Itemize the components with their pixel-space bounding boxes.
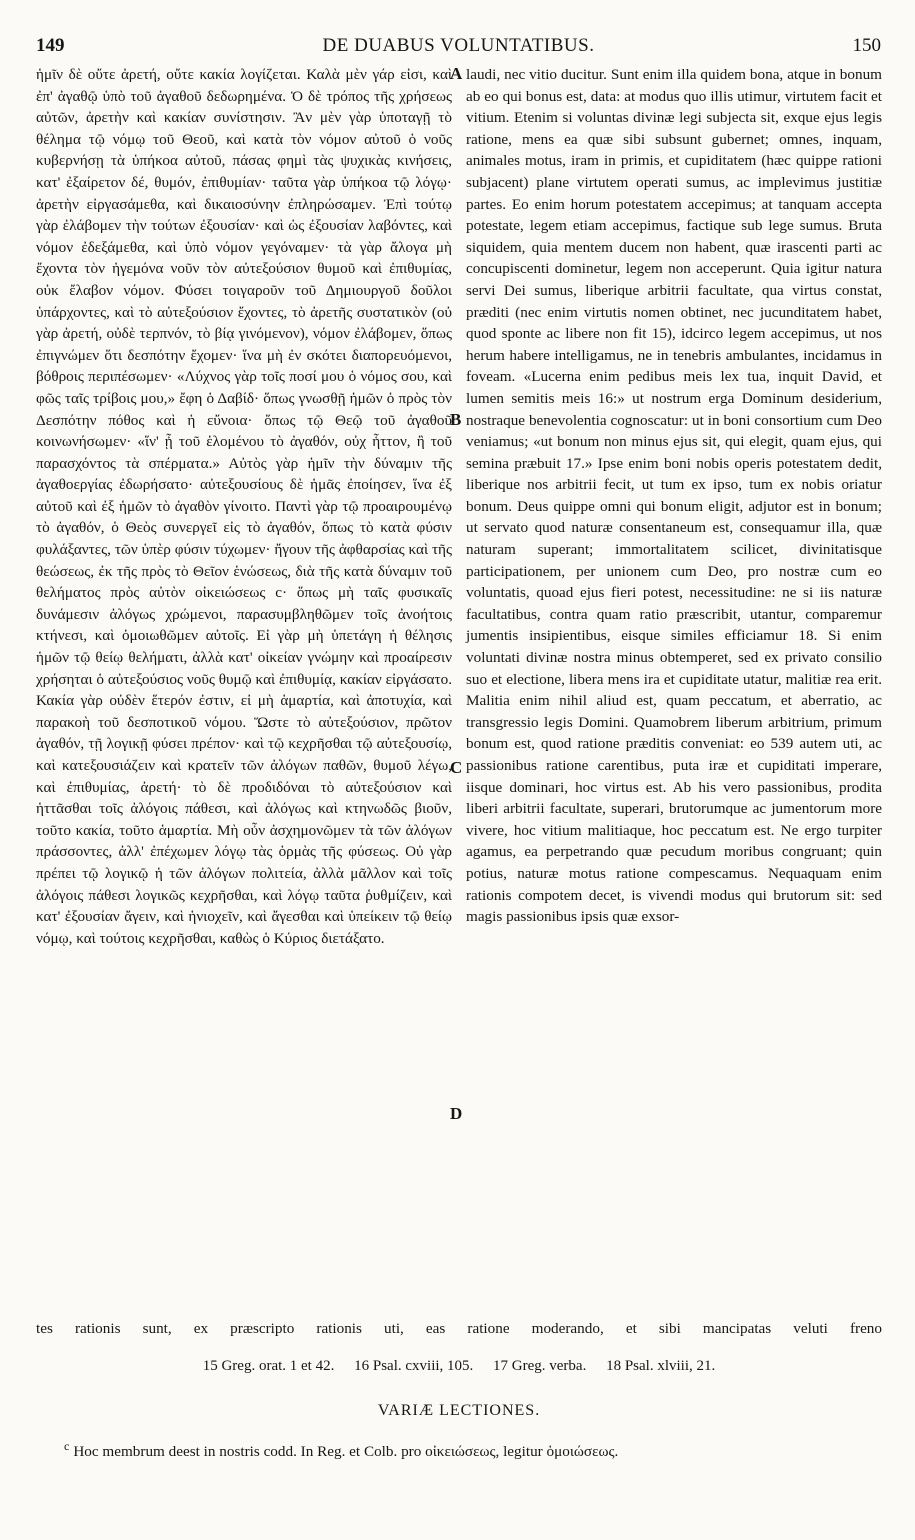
variant-label: c: [64, 1439, 70, 1453]
margin-marker-a: A: [450, 64, 463, 83]
footnote: 15 Greg. orat. 1 et 42.: [202, 1358, 335, 1374]
latin-text: laudi, nec vitio ducitur. Sunt enim illa quidem bona, atque in bonum ab eo qui bonus est, data: at modus quo illis utimur, virtutem facit et vitium. Etenim si voluntas divinæ legi subjecta sit, exque ejus legis ratione, mens ea quæ sibi subsunt gubernet; omnes, inquam, animales motus, iram in primis, et cupiditatem (hæc quippe rationi subjacent) plane virtutem operati sumus, ac implevimus justitiæ partes. Eo enim horum potestatem accepimus; at tanquam accepta potestate, legem etiam accepimus, factique sub lege sumus. Bruta siquidem, quia mentem ducem non habent, quæ irascenti parti ac concupiscenti dominetur, legem non acceperunt. Quia igitur natura servi Dei sumus, liberique arbitrii facultate, qua virtus constat, præditi (nec enim virtutis nomen obtinet, nec jucunditatem habet, quod sponte ac libere non fit 15), idcirco legem accepimus, ut nos herum habere intelligamus, ne in tenebris ambulantes, incidamus in foveam. «Lucerna enim pedibus meis lex tua, inquit David, et lumen semitis meis 16:» ut nostrum erga Dominum desiderium, nostraque benevolentia cognoscatur: ut in boni consortium cum Deo veniamus; «ut bonum non minus ejus sit, qui elegit, quam ejus, qui semina præbuit 17.» Ipse enim boni nobis operis potestatem dedit, liberique nos arbitrii fecit, ut tum ex ipso, tum ex nobis oriatur bonum. Deus quippe omni qui bonum eligit, adjutor est in bonum; ut servato quod naturæ consentaneum est, consequamur illa, quæ naturam superant; immortalitatem scilicet, divinitatisque participationem, per unionem cum Deo, pro nostræ cum eo voluntatis, quoad ejus fieri potest, necessitudine: ne si iis naturæ facultatibus, contra quam ratio præscribit, utantur, comparemur jumentis insipientibus, eisque similes efficiamur 18. Si enim voluntati divinæ nostra minus obtemperet, sed ex privato consilio suo et electione, libera mens ira et cupiditate utatur, malitiæ rea erit. Malitia enim nihil aliud est, quam peccatum, et aberratio, ac transgressio legis Domini. Quamobrem liberum arbitrium, primum bonum est, quod ratione præditis conveniat: eo 539 autem uti, ac passionibus ratione carentibus, puta iræ et cupiditati imperare, iisque dominari, hoc virtus est. Ab his vero passionibus, prodita liberi arbitrii facultate, superari, brutorumque ac jumentorum more vivere, hoc vitium malitiaque, hoc peccatum est. Ne ergo turpiter agamus, ea perpetrando quæ pecudum moribus congruant; quin potius, naturæ motus ratione compescamus. Nequaquam enim rationis compotem decet, is vivendi modus qui brutorum sit: sed magis passionibus ipsis quæ exsor-: [466, 66, 882, 926]
footnote: 17 Greg. verba.: [493, 1358, 587, 1374]
footnotes: [36, 1356, 882, 1377]
latin-column: [466, 64, 882, 928]
page-number-left: 149: [36, 35, 65, 56]
running-title: DE DUABUS VOLUNTATIBUS.: [322, 35, 595, 56]
footnote: 16 Psal. cxviii, 105.: [354, 1358, 474, 1374]
variant-text: Hoc membrum deest in nostris codd. In Reg. et Colb. pro οἰκειώσεως, legitur ὁμοιώσεως.: [73, 1443, 619, 1461]
footnote: 18 Psal. xlviii, 21.: [606, 1358, 716, 1374]
running-header: [36, 34, 881, 58]
variants-title: VARIÆ LECTIONES.: [377, 1402, 541, 1419]
greek-column: [36, 64, 452, 949]
margin-marker-b: B: [450, 410, 462, 429]
page-number-right: 150: [852, 35, 881, 56]
full-width-line: tes rationis sunt, ex præscripto rationis uti, eas ratione moderando, et sibi mancipatas veluti freno: [36, 1320, 882, 1337]
greek-text: ἡμῖν δὲ οὔτε ἀρετή, οὔτε κακία λογίζεται. Καλὰ μὲν γάρ εἰσι, καὶ ἐπ' ἀγαθῷ ὑπὸ τοῦ ἀγαθοῦ δεδωρημένα. Ὁ δὲ τρόπος τῆς χρήσεως αὐτῶν, ἀρετὴν καὶ κακίαν συνίστησιν. Ἂν μὲν γὰρ ὑποταγῇ τὸ θέλημα τῷ νόμῳ τοῦ Θεοῦ, καὶ κατὰ τὸν νόμον αὐτοῦ ὁ νοῦς κυβερνήσῃ τὰ ὑπήκοα αὐτοῦ, πάσας φημὶ τὰς ψυχικὰς κινήσεις, κατ' ἐξαίρετον δέ, θυμόν, ἐπιθυμίαν· ταῦτα γὰρ ὑπήκοα τῷ λόγῳ· ἀρετὴν εἰργασάμεθα, καὶ δικαιοσύνην ἐπληρώσαμεν. Ἐπὶ τούτῳ γὰρ ἐλάβομεν τὴν τούτων ἐξουσίαν· καὶ ὡς ἐξουσίαν λαβόντες, καὶ νόμον ἐδεξάμεθα, καὶ ὑπὸ νόμον γεγόναμεν· τὰ γὰρ ἄλογα μὴ ἔχοντα τὸν ἡγεμόνα νοῦν τὸν αὐτεξούσιον θυμοῦ καὶ ἐπιθυμίας, οὐκ ἔλαβον νόμον. Φύσει τοιγαροῦν τοῦ Δημιουργοῦ δοῦλοι ὑπάρχοντες, καὶ τὸ αὐτεξούσιον ἔχοντες, τὸ ἀρετῆς συστατικὸν (οὐ γὰρ ἀρετή, οὐδὲ τερπνόν, τὸ βίᾳ γινόμενον), νόμον ἐλάβομεν, ὅπως ἐπιγνώμεν ὅτι δεσπότην ἔχομεν· ἵνα μὴ ἐν σκότει διαπορευόμενοι, βόθροις περιπέσωμεν· «Λύχνος γὰρ τοῖς ποσί μου ὁ νόμος σου, καὶ φῶς ταῖς τρίβοις μου,» ἔφη ὁ Δαβίδ· ὅπως γνωσθῇ ἡμῶν ὁ πρὸς τὸν Δεσπότην πόθος καὶ ἡ εὔνοια· ὅπως τῷ Θεῷ τοῦ ἀγαθοῦ κοινωνήσωμεν· «ἵν' ᾖ τοῦ ἑλομένου τὸ ἀγαθόν, οὐχ ἧττον, ἢ τοῦ παρασχόντος τὰ σπέρματα.» Αὐτὸς γὰρ ἡμῖν τὴν δύναμιν τῆς ἀγαθοεργίας ἐδωρήσατο· αὐτεξουσίους δὲ ἡμᾶς ἐποίησεν, ἵνα ἐξ αὐτοῦ καὶ ἐξ ἡμῶν τὸ ἀγαθὸν γίνοιτο. Παντὶ γὰρ τῷ προαιρουμένῳ τὸ ἀγαθόν, ὁ Θεὸς συνεργεῖ εἰς τὸ ἀγαθόν, ὅπως τὸ κατὰ φύσιν φυλάξαντες, τῶν ὑπὲρ φύσιν τύχωμεν· ἤγουν τῆς ἀφθαρσίας καὶ τῆς θεώσεως, ἐκ τῆς πρὸς τὸ Θεῖον ἑνώσεως, διὰ τῆς κατὰ δύναμιν τοῦ θελήματος πρὸς αὐτὸν οἰκειώσεως c· ὅπως μὴ ταῖς φυσικαῖς δυνάμεσιν ἀλόγως χρώμενοι, παρασυμβληθῶμεν τοῖς ἀνοήτοις κτήνεσι, καὶ ὁμοιωθῶμεν αὐτοῖς. Εἰ γὰρ μὴ ὑπετάγη ἡ θέλησις ἡμῶν τῷ θείῳ θελήματι, ἀλλὰ κατ' οἰκείαν γνώμην καὶ προαίρεσιν χρήσηται ὁ αὐτεξούσιος νοῦς θυμῷ καὶ ἐπιθυμίᾳ, κακίαν εἰργάσατο. Κακία γὰρ οὐδὲν ἕτερόν ἐστιν, εἰ μὴ ἁμαρτία, καὶ ἀποτυχία, καὶ παρακοὴ τοῦ δεσποτικοῦ νόμου. Ὥστε τὸ αὐτεξούσιον, πρῶτον ἀγαθόν, τῇ λογικῇ φύσει πρέπον· καὶ τῷ κεχρῆσθαι τῷ αὐτεξουσίῳ, καὶ κατεξουσιάζειν καὶ κρατεῖν τῶν ἀλόγων παθῶν, θυμοῦ λέγω, καὶ ἐπιθυμίας, ἀρετή· τὸ δὲ προδιδόναι τὸ αὐτεξούσιον καὶ ἡττᾶσθαι τοῖς ἀλόγοις πάθεσι, καὶ ἀλόγως καὶ κτηνωδῶς βιοῦν, τοῦτο κακία, τοῦτο ἁμαρτία. Μὴ οὖν ἀσχημονῶμεν τὰ τῶν ἀλόγων πράσσοντες, ἀλλ' ἐπέχωμεν λόγῳ τὰς ὁρμὰς τῆς φύσεως. Οὐ γὰρ πρέπει τῷ λογικῷ ἡ τῶν ἀλόγων πολιτεία, ἀλλὰ μᾶλλον καὶ τοῖς ἀλόγοις πάθεσι λογικῶς κεχρῆσθαι, καὶ λόγῳ ταῦτα ῥυθμίζειν, καὶ κατ' ἐξουσίαν ἄγειν, καὶ ἡνιοχεῖν, καὶ ἄγεσθαι καὶ ὑπείκειν τῷ θείῳ νόμῳ, καὶ τούτοις κεχρῆσθαι, καθὼς ὁ Κύριος διετάξατο.: [36, 66, 452, 947]
variant-reading: [36, 1436, 882, 1463]
margin-marker-d: D: [450, 1104, 463, 1123]
margin-marker-c: C: [450, 758, 463, 777]
